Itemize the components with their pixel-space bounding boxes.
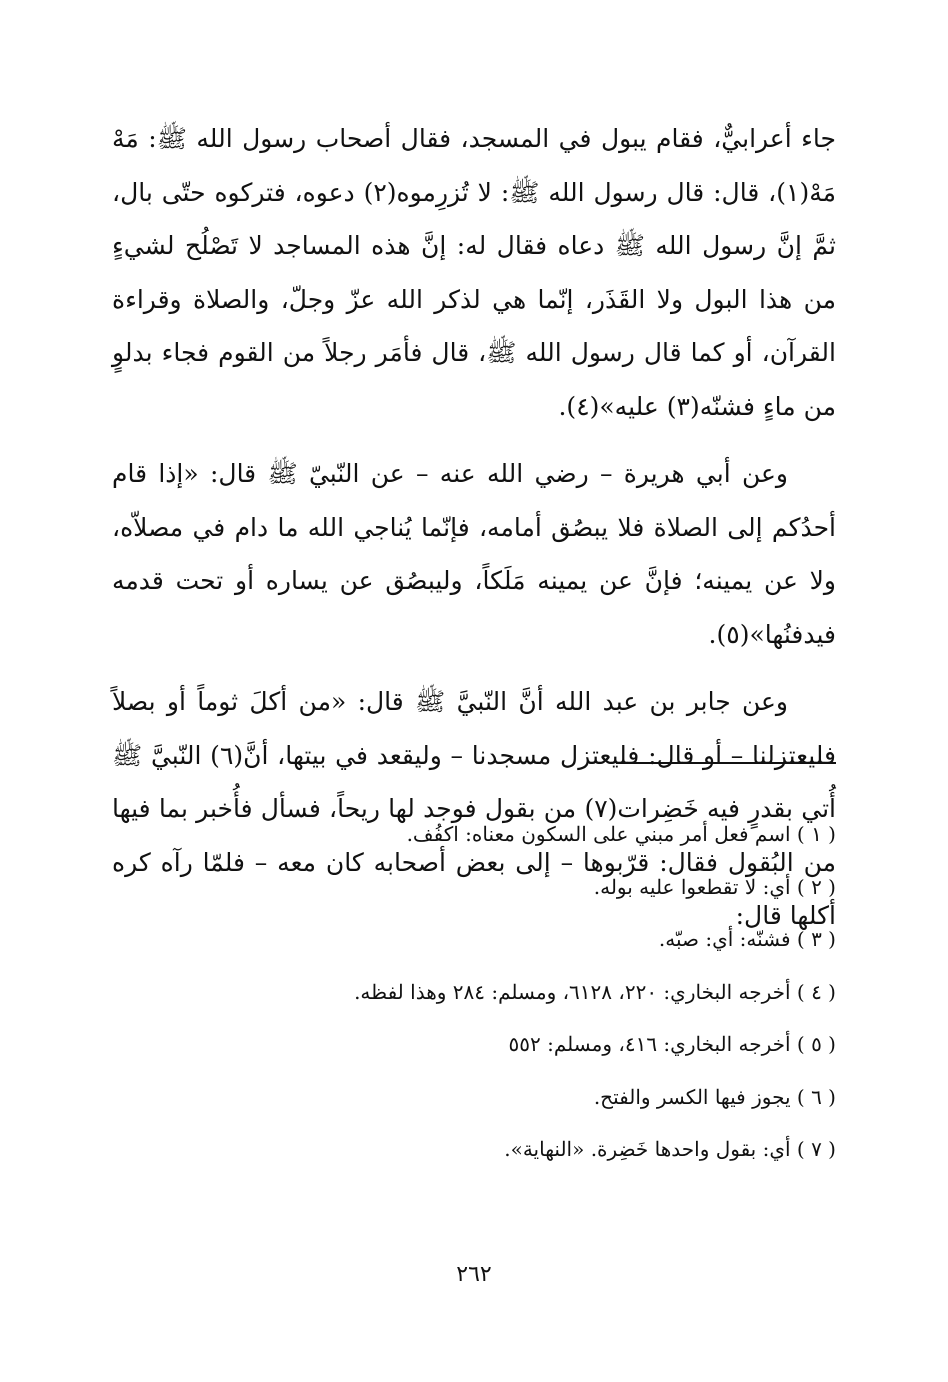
- paragraph-abu-hurayra-hadith: وعن أبي هريرة – رضي الله عنه – عن النّبيّ ﷺ قال: «إذا قام أحدُكم إلى الصلاة فلا يبصُق أمامه، فإنّما يُناجي الله ما دام في مصلاّه، ولا عن يمينه؛ فإنَّ عن يمينه مَلَكاً، وليبصُق عن يساره أو تحت قدمه فيدفنُها»(٥).: [112, 459, 836, 649]
- footnotes: [112, 808, 836, 1176]
- footnote-7: ( ٧ ) أي: بقول واحدها خَضِرة. «النهاية».: [504, 1137, 836, 1161]
- footnote-2: ( ٢ ) أي: لا تقطعوا عليه بوله.: [593, 874, 836, 899]
- footnote-4: ( ٤ ) أخرجه البخاري: ٢٢٠، ٦١٢٨، ومسلم: ٢٨٤ وهذا لفظه.: [354, 979, 836, 1004]
- footnote-separator: [616, 762, 836, 764]
- footnote-5: ( ٥ ) أخرجه البخاري: ٤١٦، ومسلم: ٥٥٢: [508, 1032, 836, 1056]
- paragraph-jabir-hadith: وعن جابر بن عبد الله أنَّ النّبيَّ ﷺ قال: «من أكلَ ثوماً أو بصلاً فليعتزلنا – أو قال: فليعتزل مسجدنا – وليقعد في بيتها، أنَّ(٦) النّبيَّ ﷺ أُتي بقدرٍ فيه خَضِرات(٧) من بقول فوجد لها ريحاً، فسأل فأُخبر بما فيها من البُقول فقال: قرّبوها – إلى بعض أصحابه كان معه – فلمّا رآه كره أكلها قال:: [112, 687, 836, 930]
- footnote-3: ( ٣ ) فشنّه: أي: صبّه.: [658, 927, 836, 951]
- paragraph-bedouin-hadith: جاء أعرابيٌّ، فقام يبول في المسجد، فقال أصحاب رسول الله ﷺ: مَهْ مَهْ(١)، قال: قال رسول الله ﷺ: لا تُزرِموه(٢) دعوه، فتركوه حتّى بال، ثمَّ إنَّ رسول الله ﷺ دعاه فقال له: إنَّ هذه المساجد لا تَصْلُح لشيءٍ من هذا البول ولا القَذَر، إنّما هي لذكر الله عزّ وجلّ، والصلاة وقراءة القرآن، أو كما قال رسول الله ﷺ، قال فأمَر رجلاً من القوم فجاء بدلوٍ من ماءٍ فشنّه(٣) عليه»(٤).: [112, 124, 836, 421]
- page-number: ٢٦٢: [456, 1262, 492, 1287]
- footnote-1: ( ١ ) اسم فعل أمر مبني على السكون معناه: اكفُف.: [406, 822, 836, 846]
- footnote-6: ( ٦ ) يجوز فيها الكسر والفتح.: [593, 1084, 836, 1109]
